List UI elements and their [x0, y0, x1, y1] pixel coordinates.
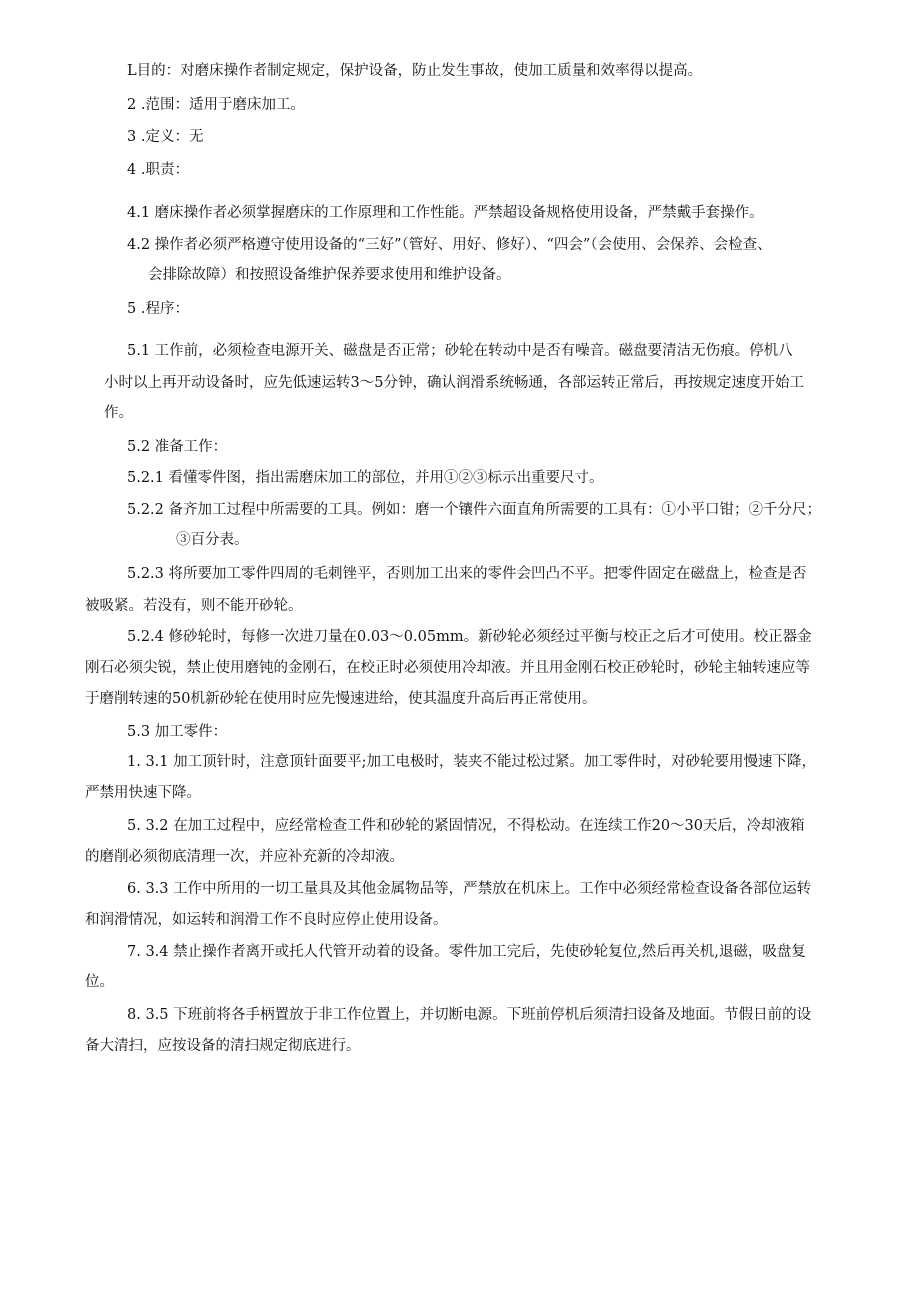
section-5-3-5-line-2: 备大清扫，应按设备的清扫规定彻底进行。	[85, 1038, 361, 1054]
section-4-responsibilities: 4 .职责：	[127, 162, 189, 178]
section-5-2-3-line-2: 被吸紧。若没有，则不能开砂轮。	[85, 598, 303, 614]
section-4-2-line-2: 会排除故障）和按照设备维护保养要求使用和维护设备。	[148, 267, 511, 283]
section-5-1-line-2: 小时以上再开动设备时，应先低速运转3～5分钟，确认润滑系统畅通，各部运转正常后，再按规定速度开始工	[104, 375, 804, 391]
section-5-2-2-line-2: ③百分表。	[176, 532, 249, 548]
section-5-3-3-line-2: 和润滑情况，如运转和润滑工作不良时应停止使用设备。	[85, 912, 448, 928]
section-5-2-1: 5.2.1 看懂零件图，指出需磨床加工的部位，并用①②③标示出重要尺寸。	[127, 470, 604, 486]
section-5-3-machining: 5.3 加工零件：	[127, 724, 228, 740]
section-5-2-preparation: 5.2 准备工作：	[127, 439, 228, 455]
section-5-3-5-line-1: 8. 3.5 下班前将各手柄置放于非工作位置上，并切断电源。下班前停机后须清扫设备及地面。节假日前的设	[127, 1007, 812, 1023]
section-5-3-1-line-1: 1. 3.1 加工顶针时，注意顶针面要平;加工电极时，装夹不能过松过紧。加工零件时，对砂轮要用慢速下降，	[127, 754, 816, 770]
section-4-1: 4.1 磨床操作者必须掌握磨床的工作原理和工作性能。严禁超设备规格使用设备，严禁戴手套操作。	[127, 205, 764, 221]
section-5-3-3-line-1: 6. 3.3 工作中所用的一切工量具及其他金属物品等，严禁放在机床上。工作中必须经常检查设备各部位运转	[127, 881, 812, 897]
section-4-2-line-1: 4.2 操作者必须严格遵守使用设备的“三好”（管好、用好、修好）、“四会”（会使用、会保养、会检查、	[127, 237, 772, 253]
section-5-3-4-line-2: 位。	[85, 974, 114, 990]
section-5-2-4-line-2: 刚石必须尖锐，禁止使用磨钝的金刚石，在校正时必须使用冷却液。并且用金刚石校正砂轮时，砂轮主轴转速应等	[85, 660, 810, 676]
section-5-2-3-line-1: 5.2.3 将所要加工零件四周的毛刺锉平，否则加工出来的零件会凹凸不平。把零件固定在磁盘上，检查是否	[127, 566, 807, 582]
section-5-1-line-3: 作。	[104, 405, 133, 421]
section-2-scope: 2 .范围：适用于磨床加工。	[127, 97, 305, 113]
section-5-procedure: 5 .程序：	[127, 301, 189, 317]
section-5-2-4-line-1: 5.2.4 修砂轮时，每修一次进刀量在0.03～0.05mm。新砂轮必须经过平衡与校正之后才可使用。校正器金	[127, 629, 812, 645]
section-5-3-2-line-2: 的磨削必须彻底清理一次，并应补充新的冷却液。	[85, 849, 404, 865]
section-5-1-line-1: 5.1 工作前，必须检查电源开关、磁盘是否正常；砂轮在转动中是否有噪音。磁盘要清洁无伤痕。停机八	[127, 343, 793, 359]
section-1-purpose: L目的：对磨床操作者制定规定，保护设备，防止发生事故，使加工质量和效率得以提高。	[127, 63, 703, 79]
section-5-3-4-line-1: 7. 3.4 禁止操作者离开或托人代管开动着的设备。零件加工完后，先使砂轮复位,然后再关机,退磁，吸盘复	[127, 944, 806, 960]
section-5-2-2-line-1: 5.2.2 备齐加工过程中所需要的工具。例如：磨一个镶件六面直角所需要的工具有：①小平口钳；②千分尺；	[127, 502, 821, 518]
section-3-definition: 3 .定义：无	[127, 129, 204, 145]
section-5-3-2-line-1: 5. 3.2 在加工过程中，应经常检查工件和砂轮的紧固情况，不得松动。在连续工作20～30天后，冷却液箱	[127, 818, 805, 834]
section-5-3-1-line-2: 严禁用快速下降。	[85, 785, 201, 801]
section-5-2-4-line-3: 于磨削转速的50机新砂轮在使用时应先慢速进给，使其温度升高后再正常使用。	[85, 691, 597, 707]
